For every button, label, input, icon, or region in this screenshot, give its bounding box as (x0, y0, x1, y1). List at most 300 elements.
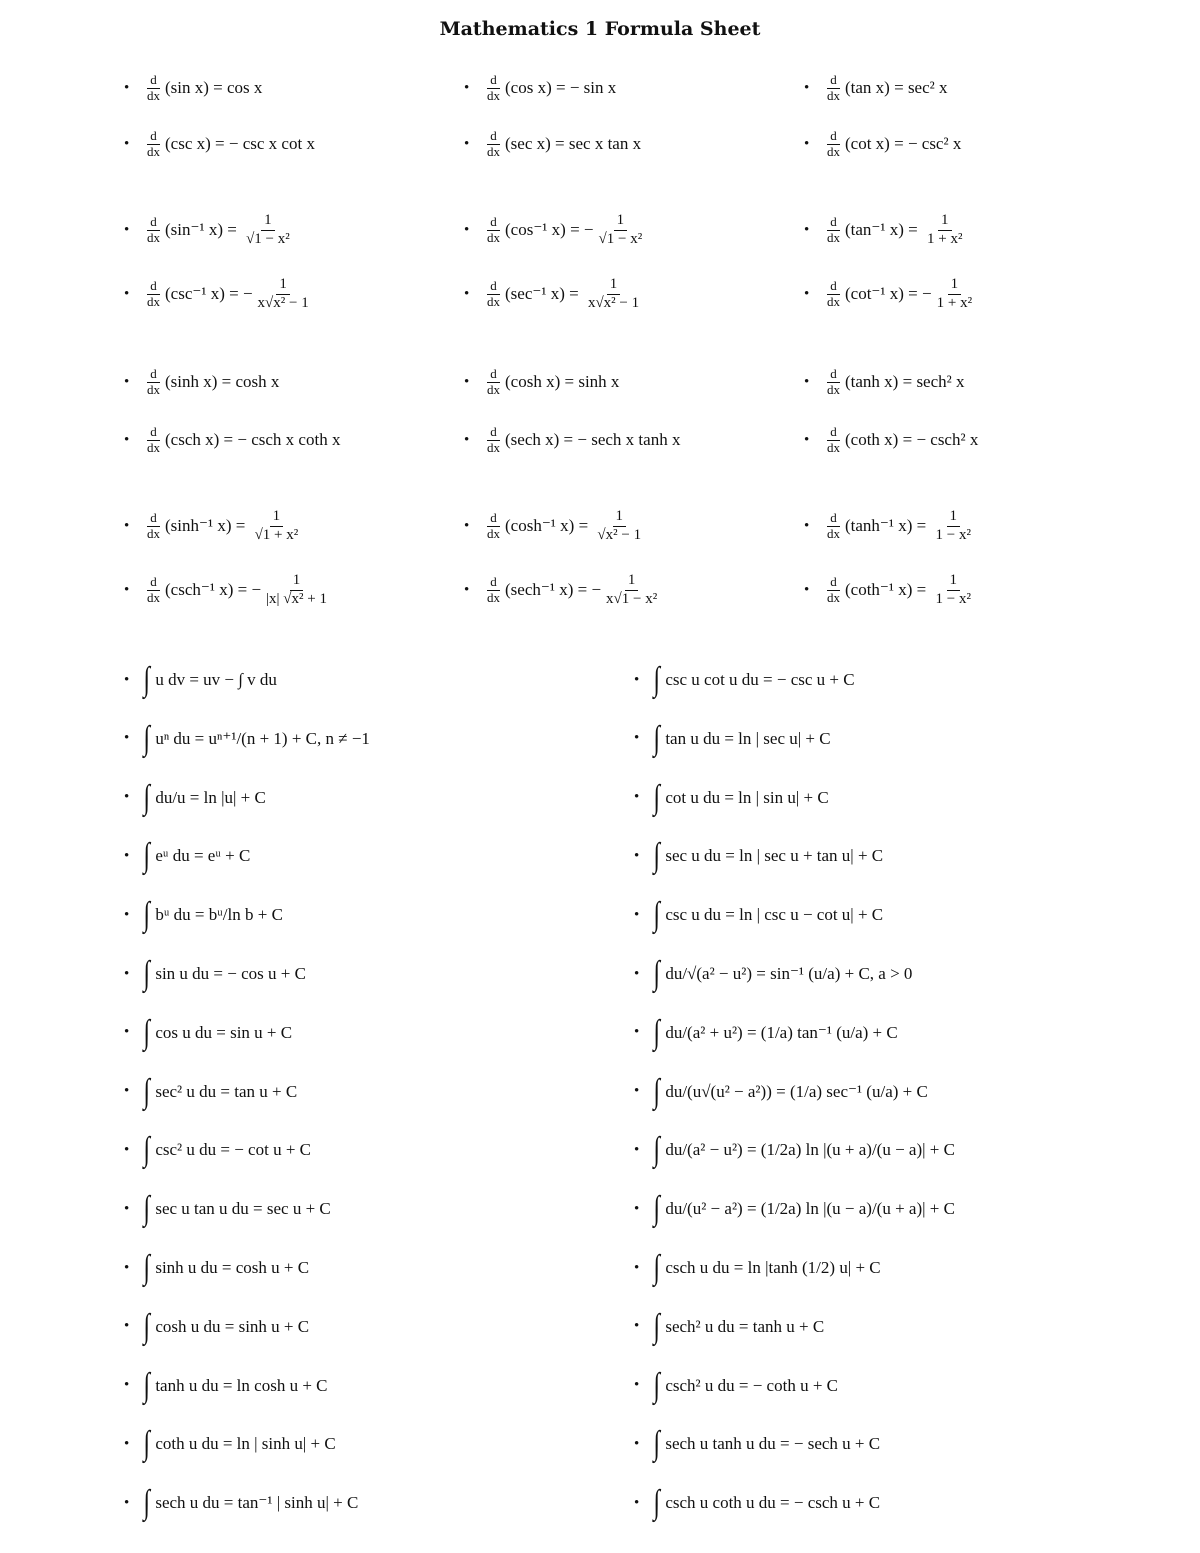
derivative-function: (tan⁻¹ x) (845, 220, 904, 239)
integral-expression: csc² u du = − cot u + C (155, 1140, 312, 1160)
equals-sign: = (550, 134, 569, 153)
derivative-result: sinh x (578, 372, 620, 391)
integral-formula (634, 1418, 880, 1470)
bullet-icon: • (124, 1083, 130, 1100)
fraction-denominator: dx (827, 439, 840, 455)
minus-sign: − (242, 284, 253, 303)
derivative-result: sec x tan x (568, 134, 642, 153)
bullet-icon: • (124, 1494, 130, 1511)
bullet-icon: • (124, 847, 130, 864)
derivative-result (255, 276, 312, 312)
integral-formula (634, 1301, 824, 1353)
derivative-formula (804, 500, 976, 552)
fraction-numerator: d (487, 73, 500, 89)
derivative-function: (cosh x) (505, 372, 561, 391)
derivative-formula (124, 204, 295, 256)
bullet-icon: • (464, 373, 470, 390)
integral-sign-icon: ∫ (653, 1425, 660, 1463)
fraction-numerator: d (487, 425, 500, 441)
integral-sign-icon: ∫ (653, 1249, 660, 1286)
minus-sign: − (922, 284, 932, 303)
integral-formula (634, 889, 883, 941)
bullet-icon: • (804, 79, 810, 96)
fraction-denominator: dx (487, 293, 500, 309)
equals-sign: = (224, 284, 243, 303)
derivative-operator (484, 425, 503, 456)
equals-sign: = (889, 134, 908, 153)
integral-formula (124, 1183, 331, 1235)
integral-formula (634, 654, 855, 706)
bullet-icon: • (124, 1141, 130, 1158)
bullet-icon: • (124, 1024, 130, 1041)
fraction-numerator: d (147, 215, 160, 231)
derivative-function: (sec⁻¹ x) (505, 284, 565, 303)
integral-formula (124, 1242, 309, 1294)
integral-sign-icon: ∫ (143, 778, 150, 816)
derivative-formula (124, 564, 332, 616)
integral-formula (634, 1183, 955, 1235)
integral-sign-icon: ∫ (653, 1307, 660, 1345)
fraction-numerator: 1 (614, 212, 628, 230)
derivative-function: (tanh⁻¹ x) (845, 516, 913, 535)
derivative-operator (824, 575, 843, 606)
equals-sign: = (233, 580, 252, 599)
derivative-function: (cot⁻¹ x) (845, 284, 904, 303)
derivative-operator (144, 73, 163, 104)
fraction-numerator: d (487, 215, 500, 231)
derivative-operator (144, 425, 163, 456)
derivative-result: − sin x (569, 78, 617, 97)
derivative-result (603, 572, 660, 608)
derivative-formula (804, 414, 978, 466)
integral-sign-icon: ∫ (143, 1307, 150, 1345)
derivative-function: (sinh⁻¹ x) (165, 516, 232, 535)
derivative-function: (cosh⁻¹ x) (505, 516, 575, 535)
fraction-numerator: d (147, 279, 160, 295)
fraction-denominator: dx (147, 439, 160, 455)
fraction-numerator: d (147, 425, 160, 441)
bullet-icon: • (464, 79, 470, 96)
fraction-numerator: 1 (613, 508, 627, 526)
integral-expression: sech u tanh u du = − sech u + C (665, 1434, 881, 1454)
fraction-numerator: d (827, 367, 840, 383)
derivative-function: (cos⁻¹ x) (505, 220, 566, 239)
fraction-numerator: 1 (290, 572, 304, 590)
fraction-denominator: dx (487, 381, 500, 397)
integral-sign-icon: ∫ (653, 896, 660, 934)
derivative-result: sec² x (907, 78, 948, 97)
fraction-numerator: 1 (625, 572, 639, 590)
page-title: Mathematics 1 Formula Sheet (439, 18, 761, 40)
fraction-numerator: d (147, 575, 160, 591)
bullet-icon: • (124, 671, 130, 688)
integral-expression: du/(a² + u²) = (1/a) tan⁻¹ (u/a) + C (665, 1022, 898, 1042)
derivative-operator (824, 367, 843, 398)
derivative-operator (484, 367, 503, 398)
derivative-result: − csc x cot x (228, 134, 315, 153)
integral-formula (634, 772, 829, 824)
fraction-numerator: d (827, 279, 840, 295)
integral-expression: sec u tan u du = sec u + C (155, 1199, 331, 1219)
derivative-result (243, 212, 293, 248)
fraction-denominator: dx (487, 525, 500, 541)
derivative-formula (804, 62, 948, 114)
bullet-icon: • (634, 789, 640, 806)
integral-expression: uⁿ du = uⁿ⁺¹/(n + 1) + C, n ≠ −1 (155, 728, 370, 748)
fraction-numerator: 1 (938, 212, 952, 230)
integral-expression: sech u du = tan⁻¹ | sinh u| + C (155, 1493, 359, 1513)
bullet-icon: • (464, 431, 470, 448)
integral-formula (124, 713, 370, 765)
derivative-operator (484, 279, 503, 310)
integral-sign-icon: ∫ (143, 955, 150, 992)
derivative-formula (804, 268, 977, 320)
fraction-numerator: d (487, 367, 500, 383)
integral-sign-icon: ∫ (653, 1484, 660, 1522)
fraction-numerator: d (827, 215, 840, 231)
fraction-denominator: dx (487, 589, 500, 605)
integral-sign-icon: ∫ (653, 955, 660, 992)
derivative-result (594, 508, 644, 544)
integral-expression: csch² u du = − coth u + C (665, 1375, 839, 1395)
bullet-icon: • (634, 1024, 640, 1041)
integral-expression: sin u du = − cos u + C (155, 964, 306, 983)
derivative-operator (824, 279, 843, 310)
fraction-denominator: dx (147, 589, 160, 605)
integral-sign-icon: ∫ (653, 1072, 660, 1110)
bullet-icon: • (634, 1494, 640, 1511)
integral-formula (124, 1301, 309, 1353)
bullet-icon: • (634, 1200, 640, 1217)
fraction-denominator: x√x² − 1 (587, 294, 640, 311)
derivative-function: (sech x) (505, 430, 560, 449)
equals-sign: = (903, 220, 923, 239)
equals-sign: = (898, 430, 917, 449)
derivative-function: (tanh x) (845, 372, 899, 391)
derivative-formula (464, 500, 646, 552)
derivative-formula (124, 118, 315, 170)
derivative-operator (484, 575, 503, 606)
equals-sign: = (208, 78, 228, 97)
equals-sign: = (564, 284, 583, 303)
derivative-function: (coth x) (845, 430, 899, 449)
equals-sign: = (219, 430, 238, 449)
integral-sign-icon: ∫ (653, 1366, 660, 1404)
derivative-result (596, 212, 646, 248)
integral-formula (124, 830, 250, 882)
integral-expression: csch u coth u du = − csch u + C (665, 1493, 881, 1513)
fraction-denominator: dx (147, 87, 160, 103)
derivative-formula (804, 204, 967, 256)
fraction-denominator: dx (147, 381, 160, 397)
derivative-function: (sin⁻¹ x) (165, 220, 223, 239)
derivative-function: (cos x) (505, 78, 552, 97)
bullet-icon: • (464, 517, 470, 534)
integral-sign-icon: ∫ (143, 1072, 150, 1110)
integral-expression: sinh u du = cosh u + C (155, 1258, 310, 1277)
derivative-formula (124, 356, 279, 408)
derivative-formula (464, 118, 641, 170)
fraction-denominator: dx (827, 525, 840, 541)
fraction-denominator: dx (487, 87, 500, 103)
derivative-function: (csc⁻¹ x) (165, 284, 225, 303)
fraction-denominator: dx (827, 87, 840, 103)
derivative-operator (484, 129, 503, 160)
integral-expression: u dv = uv − ∫ v du (155, 670, 277, 689)
fraction-denominator: dx (487, 439, 500, 455)
fraction-numerator: d (147, 129, 160, 145)
bullet-icon: • (804, 135, 810, 152)
fraction-numerator: 1 (947, 508, 961, 526)
integral-sign-icon: ∫ (143, 719, 150, 757)
bullet-icon: • (464, 285, 470, 302)
fraction-numerator: 1 (947, 572, 961, 590)
bullet-icon: • (804, 581, 810, 598)
integral-sign-icon: ∫ (143, 1249, 150, 1286)
derivative-operator (144, 367, 163, 398)
bullet-icon: • (124, 965, 130, 982)
equals-sign: = (912, 516, 931, 535)
integral-sign-icon: ∫ (143, 1013, 150, 1051)
bullet-icon: • (464, 135, 470, 152)
integral-expression: coth u du = ln | sinh u| + C (155, 1434, 336, 1454)
derivative-operator (144, 129, 163, 160)
fraction-numerator: d (827, 575, 840, 591)
fraction-denominator: dx (827, 293, 840, 309)
derivative-result: cosh x (235, 372, 280, 391)
integral-formula (124, 1360, 328, 1412)
derivative-result: sech² x (916, 372, 965, 391)
equals-sign: = (231, 516, 250, 535)
derivative-formula (464, 564, 662, 616)
derivative-operator (824, 511, 843, 542)
bullet-icon: • (634, 965, 640, 982)
derivative-operator (484, 215, 503, 246)
bullet-icon: • (634, 906, 640, 923)
integral-formula (634, 948, 912, 1000)
derivative-result (933, 508, 974, 544)
derivative-result: − csch² x (916, 430, 979, 449)
fraction-denominator: √x² − 1 (597, 526, 642, 543)
fraction-denominator: dx (487, 229, 500, 245)
bullet-icon: • (804, 431, 810, 448)
derivative-function: (cot x) (845, 134, 890, 153)
integral-sign-icon: ∫ (143, 661, 150, 698)
fraction-numerator: 1 (270, 508, 284, 526)
bullet-icon: • (124, 1377, 130, 1394)
integral-expression: sec² u du = tan u + C (155, 1081, 298, 1101)
fraction-numerator: d (827, 129, 840, 145)
equals-sign: = (565, 220, 584, 239)
fraction-numerator: 1 (607, 276, 621, 294)
minus-sign: − (583, 220, 594, 239)
bullet-icon: • (634, 1318, 640, 1335)
derivative-result (924, 212, 965, 248)
fraction-denominator: dx (827, 589, 840, 605)
minus-sign: − (251, 580, 262, 599)
equals-sign: = (903, 284, 923, 303)
derivative-result: cos x (227, 78, 263, 97)
integral-expression: cosh u du = sinh u + C (155, 1316, 310, 1336)
equals-sign: = (574, 516, 593, 535)
fraction-denominator: dx (827, 229, 840, 245)
bullet-icon: • (634, 847, 640, 864)
derivative-formula (464, 62, 616, 114)
bullet-icon: • (804, 517, 810, 534)
bullet-icon: • (464, 581, 470, 598)
derivative-operator (144, 575, 163, 606)
derivative-function: (sech⁻¹ x) (505, 580, 574, 599)
fraction-numerator: 1 (948, 276, 962, 294)
minus-sign: − (591, 580, 602, 599)
integral-sign-icon: ∫ (143, 1425, 150, 1463)
fraction-denominator: dx (147, 229, 160, 245)
bullet-icon: • (634, 1435, 640, 1452)
derivative-formula (804, 564, 976, 616)
equals-sign: = (898, 372, 917, 391)
bullet-icon: • (124, 1318, 130, 1335)
bullet-icon: • (124, 789, 130, 806)
derivative-formula (124, 62, 262, 114)
integral-expression: cos u du = sin u + C (155, 1022, 293, 1042)
fraction-denominator: |x| √x² + 1 (266, 590, 327, 607)
integral-expression: bᵘ du = bᵘ/ln b + C (155, 905, 283, 925)
fraction-numerator: d (487, 511, 500, 527)
derivative-result (252, 508, 302, 544)
integral-formula (634, 1242, 881, 1294)
derivative-formula (464, 356, 619, 408)
integral-formula (124, 1418, 336, 1470)
equals-sign: = (573, 580, 592, 599)
bullet-icon: • (124, 1259, 130, 1276)
derivative-operator (144, 279, 163, 310)
fraction-numerator: d (487, 575, 500, 591)
derivative-operator (824, 129, 843, 160)
bullet-icon: • (804, 221, 810, 238)
integral-sign-icon: ∫ (653, 1131, 660, 1169)
bullet-icon: • (124, 285, 130, 302)
bullet-icon: • (634, 671, 640, 688)
fraction-numerator: 1 (261, 212, 275, 230)
integral-formula (634, 1066, 928, 1118)
derivative-function: (tan x) (845, 78, 890, 97)
integral-sign-icon: ∫ (143, 1190, 150, 1228)
integral-formula (634, 1124, 955, 1176)
fraction-denominator: 1 + x² (927, 230, 963, 247)
equals-sign: = (560, 372, 579, 391)
bullet-icon: • (634, 1141, 640, 1158)
bullet-icon: • (124, 517, 130, 534)
bullet-icon: • (124, 1435, 130, 1452)
fraction-numerator: d (487, 279, 500, 295)
integral-expression: sech² u du = tanh u + C (665, 1316, 825, 1336)
fraction-numerator: d (147, 367, 160, 383)
fraction-denominator: dx (147, 293, 160, 309)
bullet-icon: • (124, 431, 130, 448)
integral-sign-icon: ∫ (143, 1366, 150, 1404)
integral-expression: csch u du = ln |tanh (1/2) u| + C (665, 1258, 881, 1277)
integral-formula (124, 772, 266, 824)
fraction-numerator: d (487, 129, 500, 145)
integral-sign-icon: ∫ (143, 1131, 150, 1169)
derivative-formula (804, 118, 961, 170)
integral-sign-icon: ∫ (653, 1013, 660, 1051)
derivative-result: − csc² x (907, 134, 962, 153)
fraction-numerator: 1 (276, 276, 290, 294)
integral-sign-icon: ∫ (653, 661, 660, 698)
fraction-denominator: √1 − x² (246, 230, 290, 247)
bullet-icon: • (804, 373, 810, 390)
integral-sign-icon: ∫ (143, 837, 150, 875)
fraction-denominator: dx (147, 525, 160, 541)
integral-expression: cot u du = ln | sin u| + C (665, 787, 829, 807)
derivative-result: − csch x coth x (237, 430, 341, 449)
derivative-operator (144, 215, 163, 246)
integral-formula (634, 1477, 880, 1529)
integral-formula (124, 654, 277, 706)
bullet-icon: • (634, 730, 640, 747)
bullet-icon: • (124, 373, 130, 390)
derivative-result (585, 276, 642, 312)
integral-formula (634, 830, 883, 882)
integral-sign-icon: ∫ (653, 778, 660, 816)
equals-sign: = (889, 78, 908, 97)
bullet-icon: • (124, 906, 130, 923)
bullet-icon: • (124, 135, 130, 152)
bullet-icon: • (464, 221, 470, 238)
fraction-denominator: 1 − x² (935, 590, 971, 607)
integral-formula (124, 948, 306, 1000)
fraction-denominator: dx (827, 143, 840, 159)
fraction-denominator: dx (827, 381, 840, 397)
fraction-denominator: dx (147, 143, 160, 159)
derivative-operator (484, 511, 503, 542)
equals-sign: = (912, 580, 931, 599)
derivative-result (934, 276, 975, 312)
derivative-formula (464, 204, 647, 256)
derivative-function: (coth⁻¹ x) (845, 580, 913, 599)
fraction-denominator: dx (487, 143, 500, 159)
equals-sign: = (551, 78, 570, 97)
integral-formula (124, 1007, 292, 1059)
integral-expression: du/(a² − u²) = (1/2a) ln |(u + a)/(u − a)| + C (665, 1140, 955, 1160)
integral-sign-icon: ∫ (653, 1190, 660, 1228)
derivative-formula (124, 268, 314, 320)
integral-expression: tanh u du = ln cosh u + C (155, 1375, 328, 1395)
bullet-icon: • (634, 1259, 640, 1276)
integral-sign-icon: ∫ (653, 837, 660, 875)
derivative-function: (sec x) (505, 134, 551, 153)
integral-expression: du/u = ln |u| + C (155, 787, 266, 807)
bullet-icon: • (124, 1200, 130, 1217)
derivative-formula (464, 268, 644, 320)
bullet-icon: • (124, 79, 130, 96)
integral-formula (634, 1007, 898, 1059)
integral-expression: tan u du = ln | sec u| + C (665, 728, 831, 748)
derivative-operator (824, 73, 843, 104)
integral-sign-icon: ∫ (653, 719, 660, 757)
derivative-result (933, 572, 974, 608)
fraction-numerator: d (147, 73, 160, 89)
integral-expression: csc u cot u du = − csc u + C (665, 670, 855, 689)
fraction-denominator: x√1 − x² (606, 590, 658, 607)
derivative-formula (464, 414, 680, 466)
integral-formula (124, 1477, 358, 1529)
integral-expression: du/(u√(u² − a²)) = (1/a) sec⁻¹ (u/a) + C (665, 1081, 928, 1101)
bullet-icon: • (124, 730, 130, 747)
derivative-formula (124, 500, 303, 552)
integral-expression: csc u du = ln | csc u − cot u| + C (665, 905, 884, 925)
